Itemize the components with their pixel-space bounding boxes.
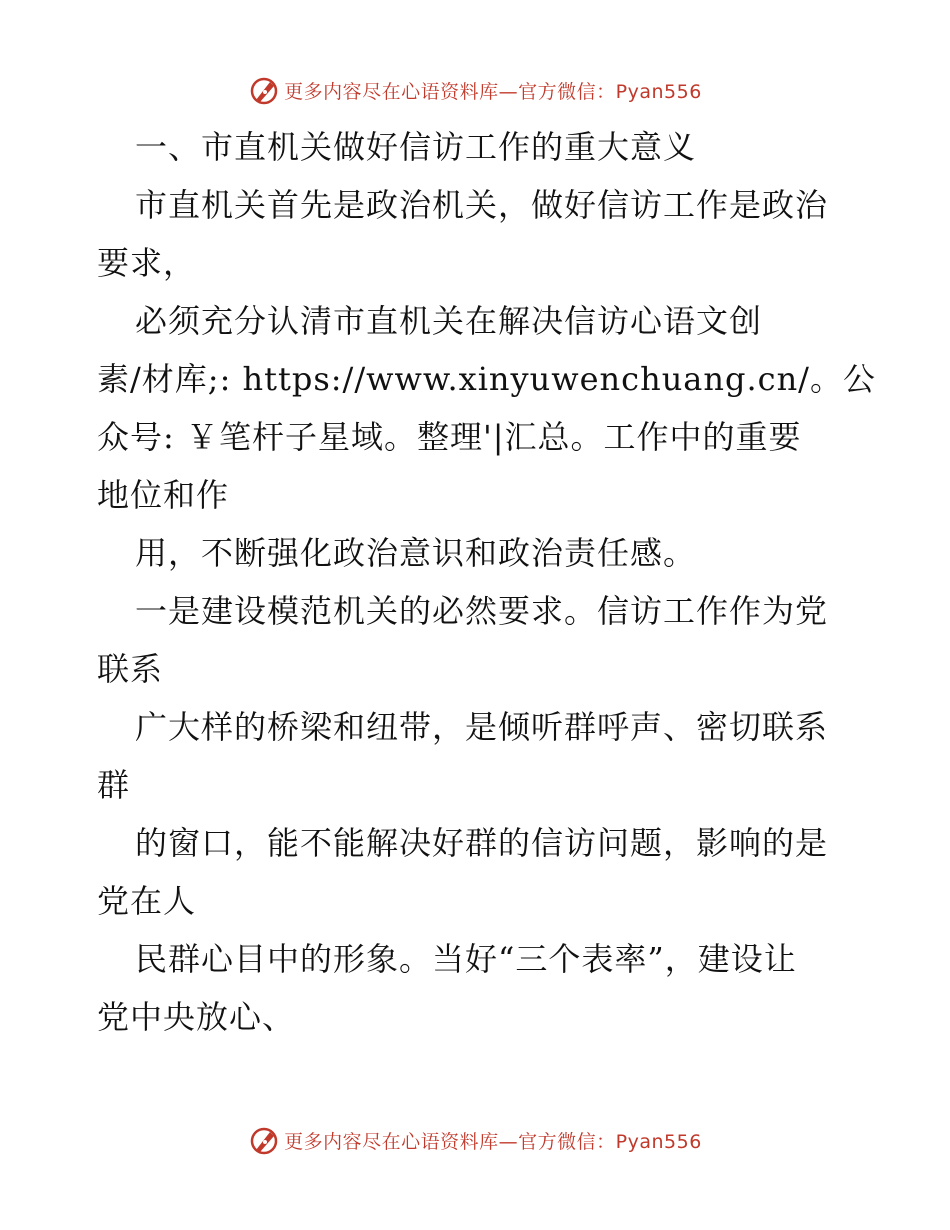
header-watermark-banner (0, 70, 950, 110)
text-line: 群 (97, 766, 131, 804)
text-line: 用，不断强化政治意识和政治责任感。 (135, 534, 697, 572)
document-body (97, 118, 876, 1046)
text-line: 党中央放心、 (97, 998, 296, 1036)
text-line: 联系 (97, 650, 164, 688)
text-line: 市直机关首先是政治机关，做好信访工作是政治 (135, 186, 829, 224)
text-line: 地位和作 (97, 476, 230, 514)
text-line: 广大样的桥梁和纽带，是倾听群呼声、密切联系 (135, 708, 829, 746)
text-line: 的窗口，能不能解决好群的信访问题，影响的是 (135, 824, 829, 862)
pen-nib-logo-icon (248, 1124, 280, 1156)
text-line: 一是建设模范机关的必然要求。信访工作作为党 (135, 592, 829, 630)
text-line: 众号: ￥笔杆子星域。整理'|汇总。工作中的重要 (97, 418, 802, 456)
section-heading: 一、市直机关做好信访工作的重大意义 (135, 128, 697, 166)
text-line: 民群心目中的形象。当好“三个表率”，建设让 (135, 940, 797, 978)
text-line: 必须充分认清市直机关在解决信访心语文创 (135, 302, 763, 340)
text-line: 要求， (97, 244, 197, 282)
watermark-text: 更多内容尽在心语资料库—官方微信：Pyan556 (284, 80, 702, 103)
footer-watermark-banner (0, 1120, 950, 1160)
text-line: 素/材库;: https://www.xinyuwenchuang.cn/。公 (97, 360, 876, 398)
watermark-text: 更多内容尽在心语资料库—官方微信：Pyan556 (284, 1130, 702, 1153)
text-line: 党在人 (97, 882, 197, 920)
pen-nib-logo-icon (248, 74, 280, 106)
